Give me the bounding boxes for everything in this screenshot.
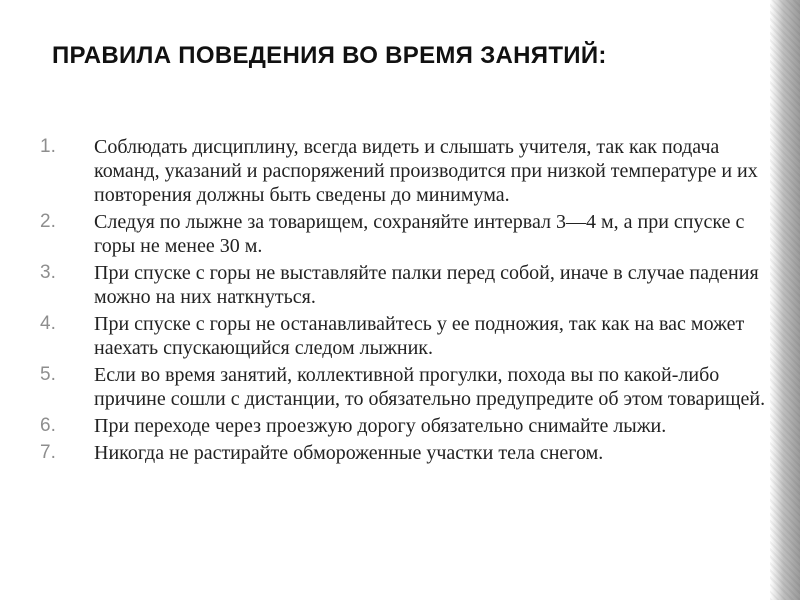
- item-text: Никогда не растирайте обмороженные участки тела снегом.: [94, 442, 604, 464]
- item-number: 1.: [40, 136, 56, 157]
- list-item: [40, 261, 770, 309]
- rules-list: [40, 135, 770, 468]
- item-text: Соблюдать дисциплину, всегда видеть и слышать учителя, так как подача команд, указаний и распоряжений производится при низкой температуре и их повторения должны быть сведены до минимума.: [94, 136, 758, 206]
- decorative-edge: [770, 0, 800, 600]
- item-number: 2.: [40, 211, 56, 232]
- list-item: [40, 312, 770, 360]
- item-text: При спуске с горы не выставляйте палки перед собой, иначе в случае падения можно на них наткнуться.: [94, 262, 759, 308]
- item-number: 7.: [40, 442, 56, 463]
- list-item: [40, 210, 770, 258]
- item-number: 3.: [40, 262, 56, 283]
- slide-title: ПРАВИЛА ПОВЕДЕНИЯ ВО ВРЕМЯ ЗАНЯТИЙ:: [52, 42, 607, 69]
- list-item: [40, 441, 770, 465]
- item-text: При переходе через проезжую дорогу обязательно снимайте лыжи.: [94, 415, 667, 437]
- item-number: 5.: [40, 364, 56, 385]
- item-number: 6.: [40, 415, 56, 436]
- list-item: [40, 414, 770, 438]
- item-text: Следуя по лыжне за товарищем, сохраняйте интервал 3—4 м, а при спуске с горы не менее 30 м.: [94, 211, 745, 257]
- item-number: 4.: [40, 313, 56, 334]
- list-item: [40, 363, 770, 411]
- item-text: При спуске с горы не останавливайтесь у ее подножия, так как на вас может наехать спускающийся следом лыжник.: [94, 313, 745, 359]
- item-text: Если во время занятий, коллективной прогулки, похода вы по какой-либо причине сошли с дистанции, то обязательно предупредите об этом товарищей.: [94, 364, 766, 410]
- list-item: [40, 135, 770, 207]
